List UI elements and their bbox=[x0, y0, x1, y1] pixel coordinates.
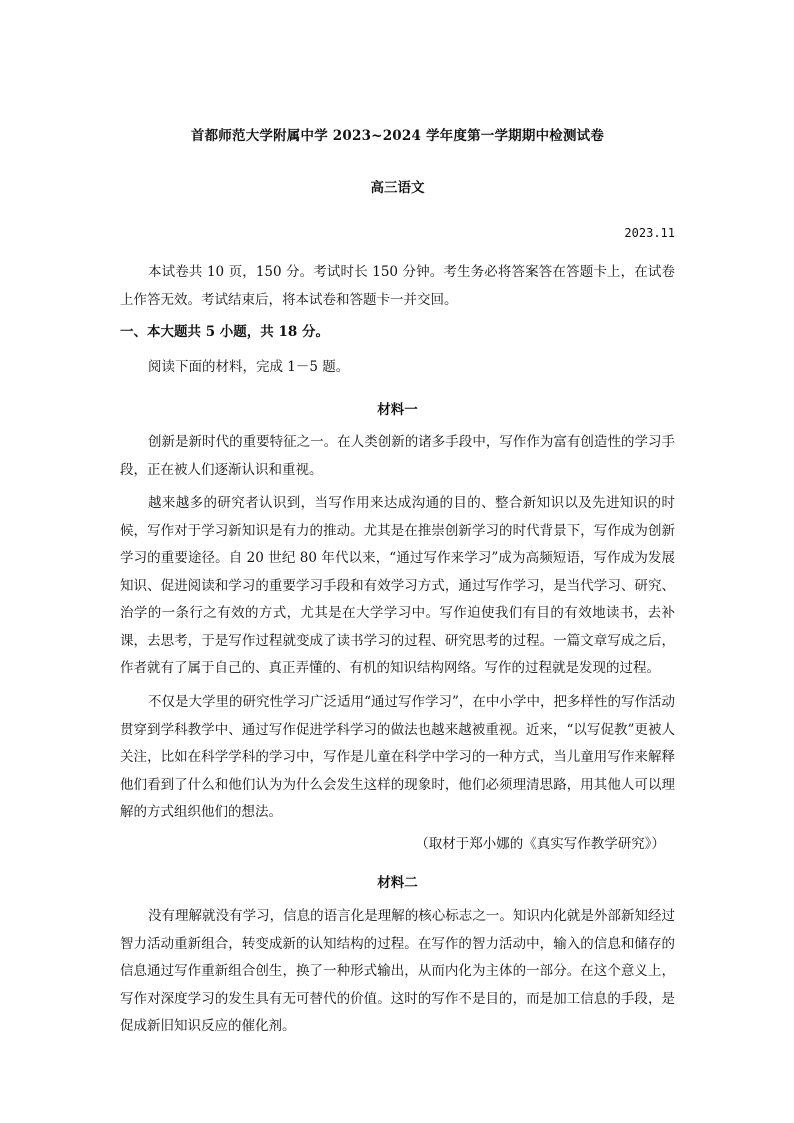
material-heading: 材料一 bbox=[377, 402, 418, 418]
section-heading: 一、本大题共 5 小题，共 18 分。 bbox=[120, 324, 329, 340]
material-paragraph: 没有理解就没有学习，信息的语言化是理解的核心标志之一。知识内化就是外部新知经过智力活动重新组合，转变成新的认知结构的过程。在写作的智力活动中，输入的信息和储存的信息通过写作重新组合创生，换了一种形式输出，从而内化为主体的一部分。在这个意义上，写作对深度学习的发生具有无可替代的价值。这时的写作不是目的，而是加工信息的手段，是促成新旧知识反应的催化剂。 bbox=[120, 908, 675, 1034]
material-heading: 材料二 bbox=[377, 875, 418, 891]
material-source: （取材于郑小娜的《真实写作教学研究》） bbox=[415, 836, 665, 852]
exam-subject: 高三语文 bbox=[370, 180, 425, 196]
exam-title: 首都师范大学附属中学 2023~2024 学年度第一学期期中检测试卷 bbox=[190, 128, 605, 144]
section-prompt: 阅读下面的材料，完成 1－5 题。 bbox=[148, 359, 350, 375]
exam-date: 2023.11 bbox=[624, 226, 675, 240]
exam-instructions: 本试卷共 10 页，150 分。考试时长 150 分钟。考生务必将答案答在答题卡上，在试卷上作答无效。考试结束后，将本试卷和答题卡一并交回。 bbox=[120, 264, 675, 308]
material-paragraph: 越来越多的研究者认识到，当写作用来达成沟通的目的、整合新知识以及先进知识的时候，写作对于学习新知识是有力的推动。尤其是在推崇创新学习的时代背景下，写作成为创新学习的重要途径。自 20 世纪 80 年代以来，“通过写作来学习”成为高频短语，写作成为发展知识、促进阅读和学习的重要学习手段和有效学习方式，通过写作学习，是当代学习、研究、治学的一条行之有效的方式，尤其是在大学学习中。写作迫使我们有目的有效地读书，去补课，去思考，于是写作过程就变成了读书学习的过程、研究思考的过程。一篇文章写成之后，作者就有了属于自己的、真正弄懂的、有机的知识结构网络。写作的过程就是发现的过程。 bbox=[120, 495, 675, 676]
material-paragraph: 创新是新时代的重要特征之一。在人类创新的诸多手段中，写作作为富有创造性的学习手段，正在被人们逐渐认识和重视。 bbox=[120, 434, 675, 478]
material-paragraph: 不仅是大学里的研究性学习广泛适用“通过写作学习”，在中小学中，把多样性的写作活动贯穿到学科教学中、通过写作促进学科学习的做法也越来越被重视。近来，“以写促教”更被人关注，比如在科学学科的学习中，写作是儿童在科学中学习的一种方式，当儿童用写作来解释他们看到了什么和他们认为为什么会发生这样的现象时，他们必须理清思路，用其他人可以理解的方式组织他们的想法。 bbox=[120, 694, 675, 820]
